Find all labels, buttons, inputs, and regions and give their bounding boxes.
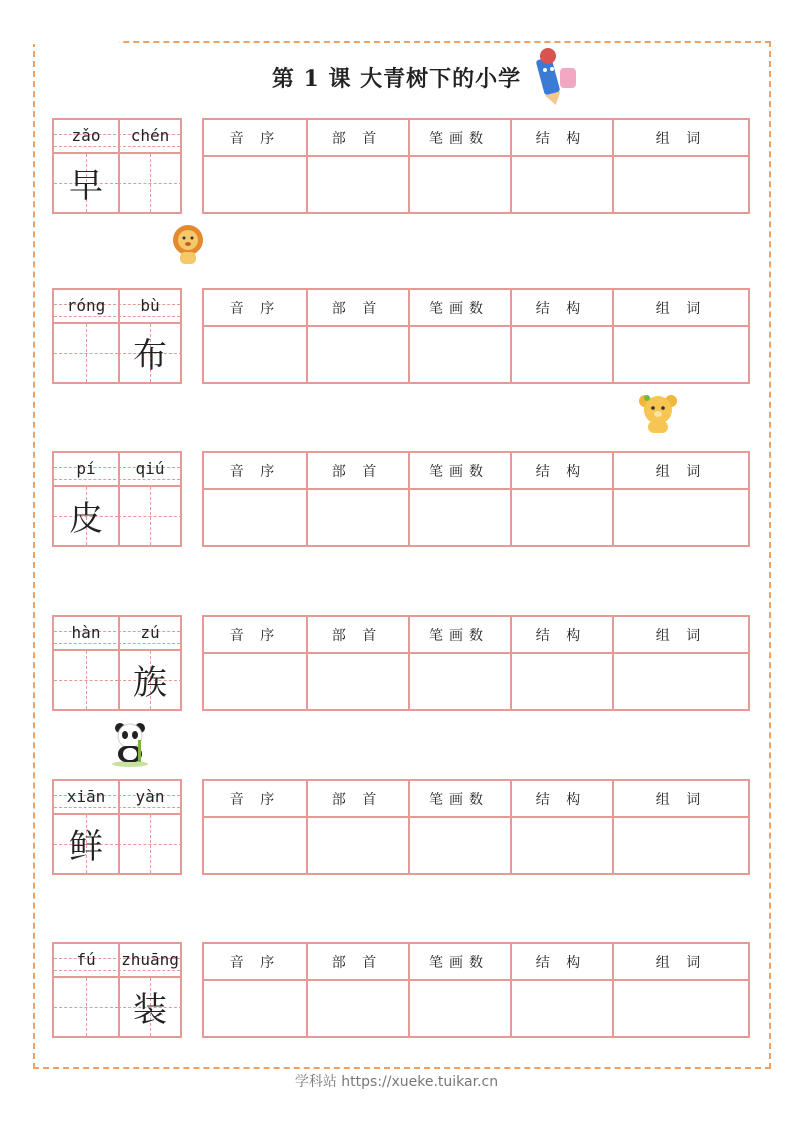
pinyin-grid — [52, 288, 182, 384]
table-header: 部 首 — [331, 464, 383, 480]
pencil-mascot-icon — [526, 48, 582, 108]
pinyin-text: qiú — [135, 459, 165, 478]
table-header: 部 首 — [331, 792, 383, 808]
table-header: 音 序 — [229, 955, 281, 971]
bear-icon — [636, 393, 680, 435]
pinyin-text: zú — [140, 623, 160, 642]
table-header: 笔画数 — [429, 301, 489, 317]
table-header: 部 首 — [331, 955, 383, 971]
table-header: 笔画数 — [429, 955, 489, 971]
table-header: 组 词 — [655, 792, 707, 808]
table-header: 笔画数 — [429, 464, 489, 480]
hanzi-char: 皮 — [69, 499, 103, 539]
table-header: 结 构 — [535, 955, 587, 971]
table-header: 结 构 — [535, 628, 587, 644]
pinyin-grid — [52, 118, 182, 214]
hanzi-char: 早 — [69, 166, 103, 206]
table-header: 部 首 — [331, 628, 383, 644]
table-header: 结 构 — [535, 131, 587, 147]
pinyin-text: zǎo — [71, 126, 101, 145]
table-header: 音 序 — [229, 131, 281, 147]
pinyin-text: yàn — [135, 787, 165, 806]
table-header: 结 构 — [535, 301, 587, 317]
pinyin-grid — [52, 451, 182, 547]
table-header: 部 首 — [331, 131, 383, 147]
table-header: 组 词 — [655, 301, 707, 317]
char-row — [52, 288, 752, 386]
table-header: 音 序 — [229, 464, 281, 480]
char-row — [52, 118, 752, 216]
page-title: 第 1 课 大青树下的小学 — [271, 66, 522, 92]
hanzi-char: 装 — [133, 990, 167, 1030]
pinyin-text: zhuāng — [121, 950, 179, 969]
pinyin-text: bù — [140, 296, 160, 315]
table-header: 部 首 — [331, 301, 383, 317]
table-header: 组 词 — [655, 464, 707, 480]
hanzi-char: 族 — [133, 663, 167, 703]
hanzi-char: 布 — [133, 336, 167, 376]
char-row — [52, 779, 752, 877]
table-header: 组 词 — [655, 628, 707, 644]
table-header: 音 序 — [229, 628, 281, 644]
table-header: 结 构 — [535, 464, 587, 480]
table-header: 组 词 — [655, 955, 707, 971]
table-header: 结 构 — [535, 792, 587, 808]
info-table — [202, 288, 750, 384]
info-table — [202, 118, 750, 214]
panda-icon — [110, 722, 150, 768]
pinyin-grid — [52, 779, 182, 875]
char-row — [52, 451, 752, 549]
table-header: 笔画数 — [429, 628, 489, 644]
info-table — [202, 942, 750, 1038]
footer-source: 学科站 https://xueke.tuikar.cn — [294, 1074, 499, 1090]
table-header: 笔画数 — [429, 792, 489, 808]
pinyin-grid — [52, 942, 182, 1038]
char-row — [52, 942, 752, 1040]
hanzi-char: 鲜 — [69, 827, 103, 867]
lion-icon — [170, 224, 206, 266]
pinyin-text: hàn — [71, 623, 101, 642]
table-header: 笔画数 — [429, 131, 489, 147]
info-table — [202, 779, 750, 875]
pinyin-text: chén — [130, 126, 170, 145]
pinyin-text: fú — [76, 950, 96, 969]
pinyin-text: róng — [66, 296, 106, 315]
table-header: 音 序 — [229, 301, 281, 317]
pinyin-grid — [52, 615, 182, 711]
pinyin-text: pí — [76, 459, 96, 478]
char-row — [52, 615, 752, 713]
table-header: 组 词 — [655, 131, 707, 147]
border-gap — [31, 38, 119, 44]
info-table — [202, 615, 750, 711]
pinyin-text: xiān — [66, 787, 106, 806]
table-header: 音 序 — [229, 792, 281, 808]
info-table — [202, 451, 750, 547]
